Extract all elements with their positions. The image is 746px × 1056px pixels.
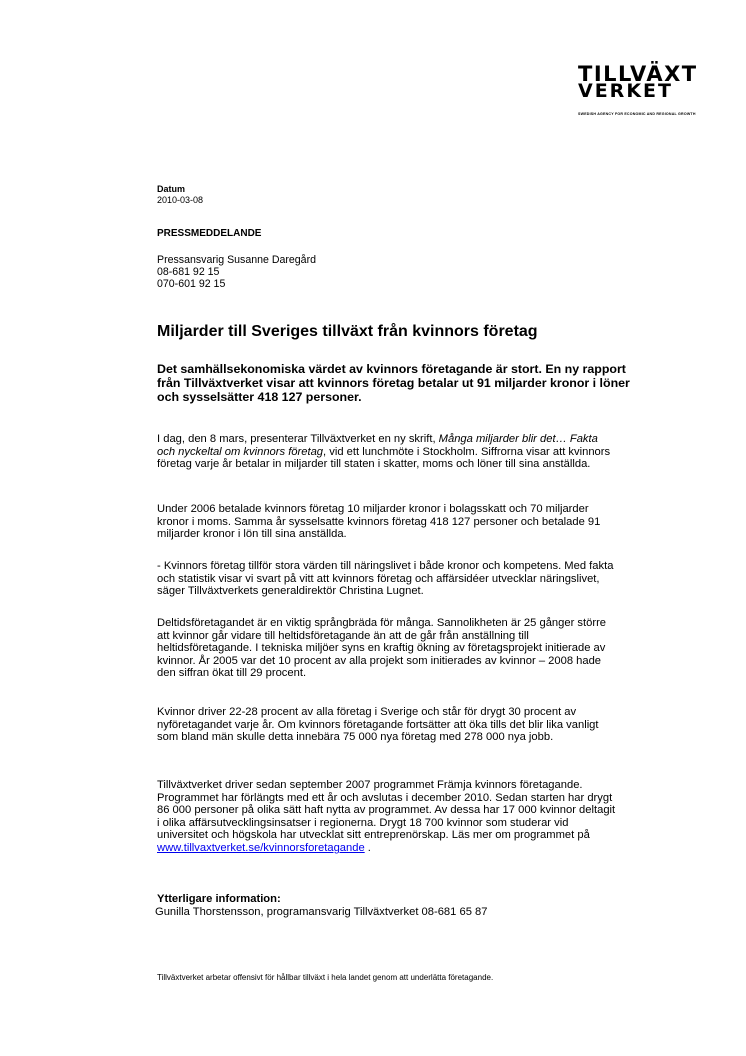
paragraph-6-text: Tillväxtverket driver sedan september 2007 programmet Främja kvinnors företagande. Programmet har förlängts med ett år och avslutas i december 2010. Sedan starten har drygt 86 000 personer på olika sätt haft nytta av programmet. Av dessa har 17 000 kvinnor deltagit i olika affärsutvecklingsinsatser i regionerna. Drygt 18 700 kvinnor som studerar vid universitet och högskola har utvecklat sitt entreprenörskap. Läs mer om programmet på: [157, 779, 616, 842]
press-contact-phone-2: 070-601 92 15: [157, 277, 226, 290]
paragraph-4: Deltidsföretagandet är en viktig språngbräda för många. Sannolikheten är 25 gånger större att kvinnor går vidare till heltidsföretagande än att de går från anställning till heltidsföretagande. I tekniska miljöer syns en kraftig ökning av företagsprojekt initierade av kvinnor. År 2005 var det 10 procent av alla projekt som initierades av kvinnor – 2008 hade den siffran ökat till 29 procent.: [157, 617, 607, 680]
more-info-heading: Ytterligare information:: [157, 893, 281, 905]
page-title: Miljarder till Sveriges tillväxt från kvinnors företag: [157, 323, 538, 340]
tillvaxtverket-logo: [578, 62, 702, 116]
paragraph-3: - Kvinnors företag tillför stora värden till näringslivet i både kronor och kompetens. Med fakta och statistik visar vi svart på vitt att kvinnors företag och affärsidéer utvecklar näringslivet, säger Tillväxtverkets generaldirektör Christina Lugnet.: [157, 560, 614, 598]
program-website-link[interactable]: www.tillvaxtverket.se/kvinnorsforetagande: [157, 841, 365, 854]
paragraph-5: Kvinnor driver 22-28 procent av alla företag i Sverige och står för drygt 30 procent av nyföretagandet varje år. Om kvinnors företagande fortsätter att öka tills det blir lika vanligt som bland män skulle detta innebära 75 000 nya företag med 278 000 nya jobb.: [157, 706, 599, 744]
paragraph-6: [157, 779, 617, 855]
paragraph-1-end: , vid ett lunchmöte i Stockholm. Siffrorna visar att kvinnors företag varje år betalar in miljarder till staten i skatter, moms och löner till sina anställda.: [157, 445, 611, 471]
press-contact-name: Pressansvarig Susanne Daregård: [157, 254, 316, 266]
paragraph-1: [157, 433, 617, 471]
more-info-block: [157, 893, 487, 918]
footer-text: Tillväxtverket arbetar offensivt för hållbar tillväxt i hela landet genom att underlätta företagande.: [157, 973, 494, 982]
publication-title: Många miljarder blir det… Fakta och nyckeltal om kvinnors företag: [157, 433, 598, 458]
logo-tagline: SWEDISH AGENCY FOR ECONOMIC AND REGIONAL GROWTH: [578, 112, 696, 116]
logo-line-2: VERKET: [578, 80, 673, 102]
paragraph-1-start: I dag, den 8 mars, presenterar Tillväxtverket en ny skrift,: [157, 433, 439, 445]
date-block: [157, 184, 203, 206]
more-info-contact: Gunilla Thorstensson, programansvarig Tillväxtverket 08-681 65 87: [155, 905, 488, 918]
paragraph-2: Under 2006 betalade kvinnors företag 10 miljarder kronor i bolagsskatt och 70 miljarder kronor i moms. Samma år sysselsatte kvinnors företag 418 127 personer och betalade 91 miljarder kronor i lön till sina anställda.: [157, 503, 601, 541]
paragraph-6-end: .: [364, 841, 371, 854]
press-contact-block: [157, 255, 316, 290]
date-label: Datum: [157, 184, 186, 194]
logo-line-1: TILLVÄXT: [578, 62, 698, 86]
press-contact-phone-1: 08-681 92 15: [157, 265, 220, 278]
lead-paragraph: Det samhällsekonomiska värdet av kvinnors företagande är stort. En ny rapport från Tillväxtverket visar att kvinnors företag betalar ut 91 miljarder kronor i löner och sysselsätter 418 127 personer.: [157, 362, 630, 404]
doc-type: PRESSMEDDELANDE: [157, 228, 262, 239]
date-value: 2010-03-08: [157, 195, 204, 205]
